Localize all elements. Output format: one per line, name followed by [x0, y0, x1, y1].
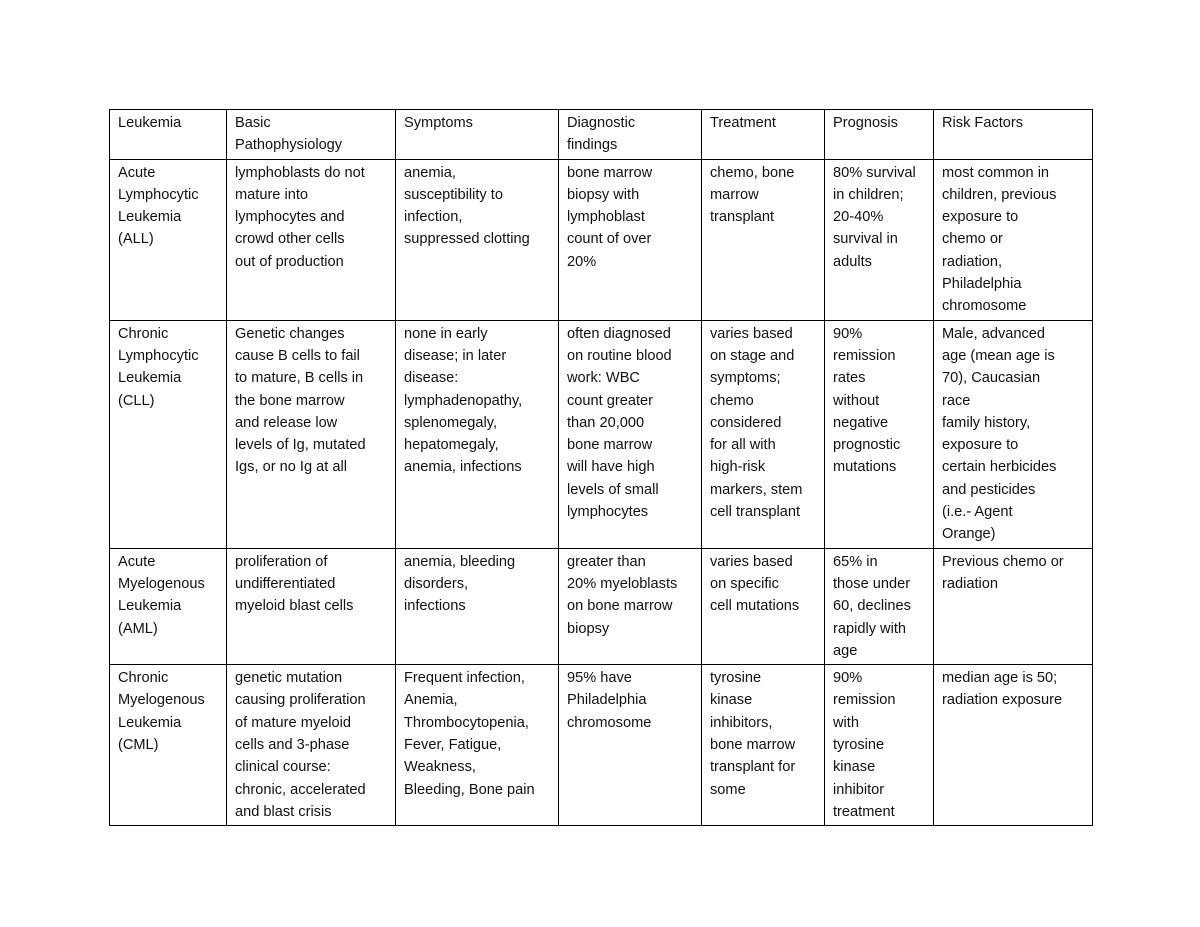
cell-treatment: varies based on specific cell mutations — [702, 548, 825, 664]
cell-pathophysiology: genetic mutation causing proliferation of mature myeloid cells and 3-phase clinical course: chronic, accelerated and blast crisis — [227, 665, 396, 826]
cell-risk-factors: Male, advanced age (mean age is 70), Caucasian race family history, exposure to certain herbicides and pesticides (i.e.- Agent Orange) — [934, 320, 1093, 548]
cell-pathophysiology: proliferation of undifferentiated myeloid blast cells — [227, 548, 396, 664]
cell-treatment: varies based on stage and symptoms; chemo considered for all with high-risk markers, stem cell transplant — [702, 320, 825, 548]
table-row-all — [110, 159, 1093, 320]
cell-risk-factors: Previous chemo or radiation — [934, 548, 1093, 664]
header-prognosis: Prognosis — [825, 110, 934, 160]
cell-symptoms: anemia, bleeding disorders, infections — [396, 548, 559, 664]
cell-leukemia: Chronic Lymphocytic Leukemia (CLL) — [110, 320, 227, 548]
cell-symptoms: Frequent infection, Anemia, Thrombocytopenia, Fever, Fatigue, Weakness, Bleeding, Bone pain — [396, 665, 559, 826]
table-header-row — [110, 110, 1093, 160]
cell-risk-factors: most common in children, previous exposure to chemo or radiation, Philadelphia chromosome — [934, 159, 1093, 320]
header-diagnostic-findings: Diagnostic findings — [559, 110, 702, 160]
cell-prognosis: 90% remission rates without negative prognostic mutations — [825, 320, 934, 548]
cell-risk-factors: median age is 50; radiation exposure — [934, 665, 1093, 826]
table-row-cml — [110, 665, 1093, 826]
table-row-aml — [110, 548, 1093, 664]
cell-prognosis: 65% in those under 60, declines rapidly with age — [825, 548, 934, 664]
cell-prognosis: 80% survival in children; 20-40% survival in adults — [825, 159, 934, 320]
table-row-cll — [110, 320, 1093, 548]
cell-diagnostic: bone marrow biopsy with lymphoblast count of over 20% — [559, 159, 702, 320]
cell-diagnostic: greater than 20% myeloblasts on bone marrow biopsy — [559, 548, 702, 664]
cell-symptoms: anemia, susceptibility to infection, suppressed clotting — [396, 159, 559, 320]
cell-pathophysiology: Genetic changes cause B cells to fail to mature, B cells in the bone marrow and release low levels of Ig, mutated Igs, or no Ig at all — [227, 320, 396, 548]
header-leukemia: Leukemia — [110, 110, 227, 160]
cell-treatment: tyrosine kinase inhibitors, bone marrow transplant for some — [702, 665, 825, 826]
cell-pathophysiology: lymphoblasts do not mature into lymphocytes and crowd other cells out of production — [227, 159, 396, 320]
cell-diagnostic: 95% have Philadelphia chromosome — [559, 665, 702, 826]
cell-diagnostic: often diagnosed on routine blood work: WBC count greater than 20,000 bone marrow will have high levels of small lymphocytes — [559, 320, 702, 548]
cell-leukemia: Acute Lymphocytic Leukemia (ALL) — [110, 159, 227, 320]
header-risk-factors: Risk Factors — [934, 110, 1093, 160]
cell-treatment: chemo, bone marrow transplant — [702, 159, 825, 320]
cell-symptoms: none in early disease; in later disease: lymphadenopathy, splenomegaly, hepatomegaly, anemia, infections — [396, 320, 559, 548]
cell-prognosis: 90% remission with tyrosine kinase inhibitor treatment — [825, 665, 934, 826]
leukemia-comparison-table — [109, 109, 1093, 826]
header-symptoms: Symptoms — [396, 110, 559, 160]
cell-leukemia: Acute Myelogenous Leukemia (AML) — [110, 548, 227, 664]
header-basic-pathophysiology: Basic Pathophysiology — [227, 110, 396, 160]
header-treatment: Treatment — [702, 110, 825, 160]
cell-leukemia: Chronic Myelogenous Leukemia (CML) — [110, 665, 227, 826]
